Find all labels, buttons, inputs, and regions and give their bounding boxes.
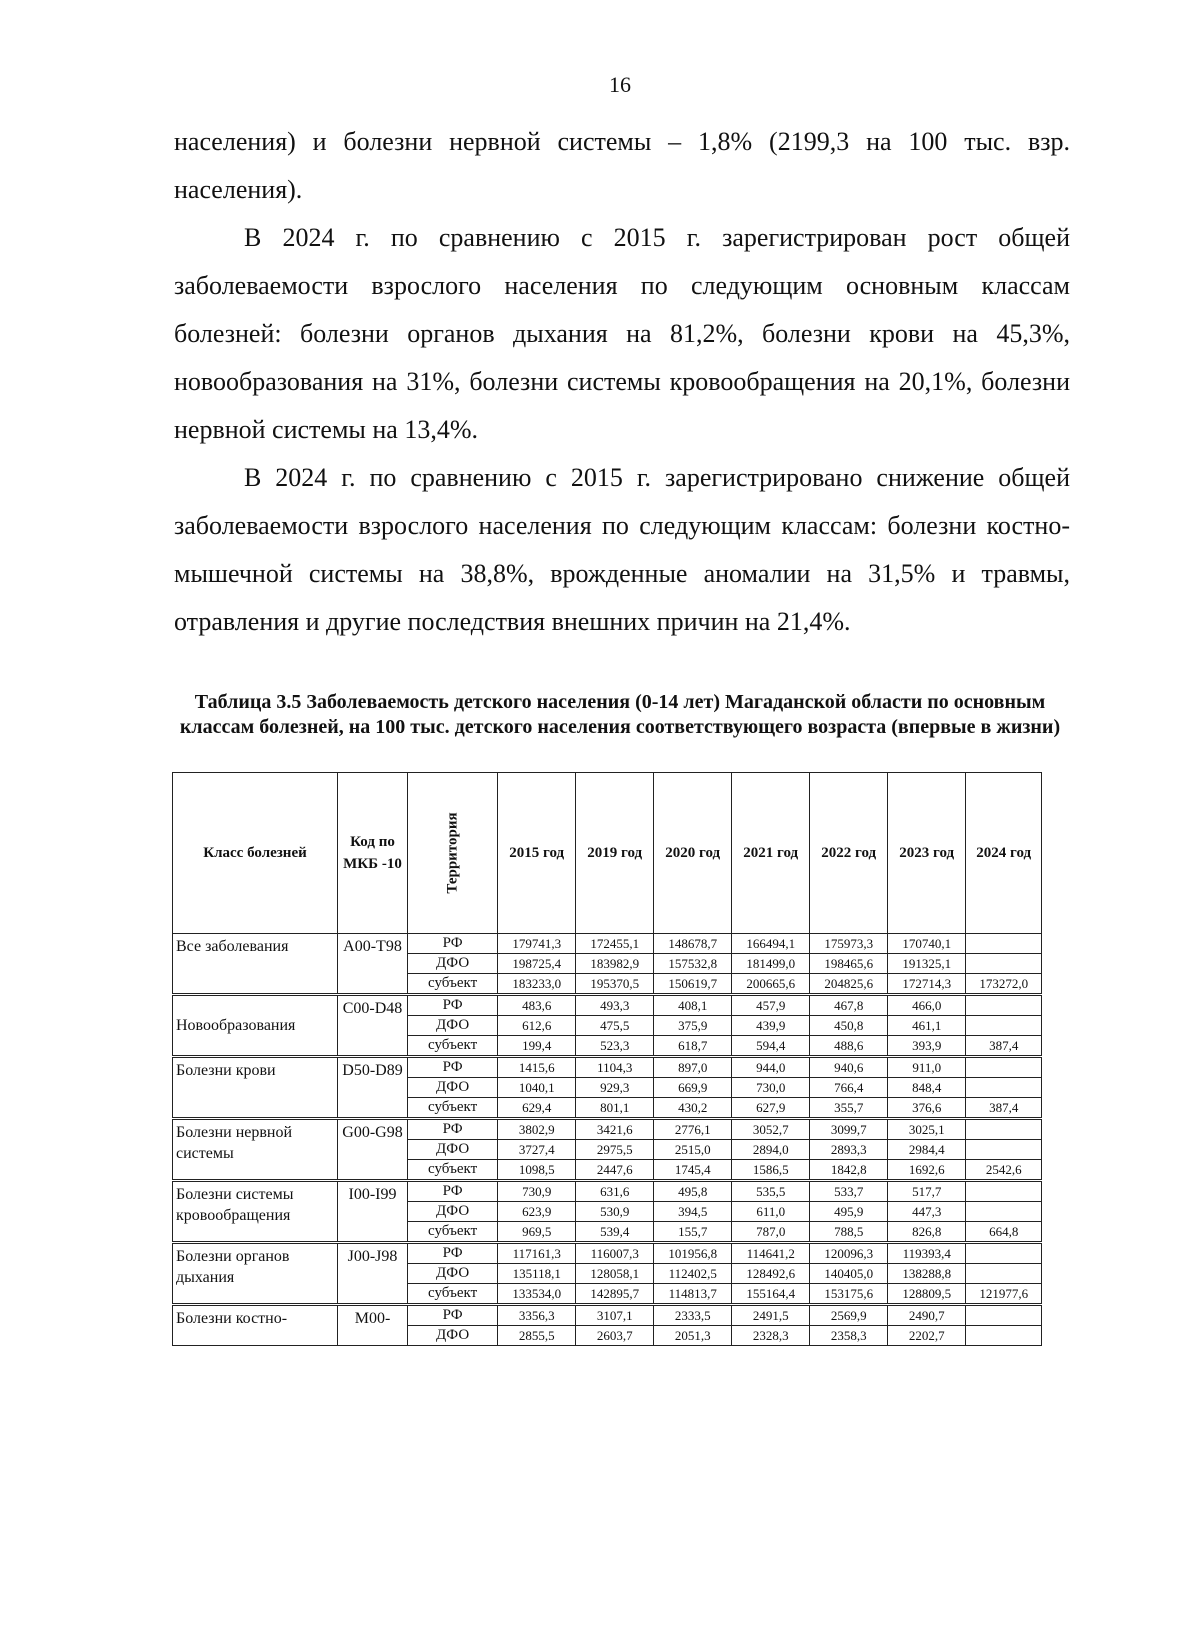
- table-row: [173, 1057, 1042, 1078]
- territory-cell: субъект: [408, 1098, 498, 1119]
- value-cell: 355,7: [810, 1098, 888, 1119]
- disease-class-cell: Болезни органов дыхания: [173, 1243, 338, 1305]
- territory-cell: субъект: [408, 974, 498, 995]
- territory-cell: ДФО: [408, 1016, 498, 1036]
- territory-cell: ДФО: [408, 954, 498, 974]
- value-cell: 669,9: [654, 1078, 732, 1098]
- paragraph: В 2024 г. по сравнению с 2015 г. зарегистрировано снижение общей заболеваемости взрослого населения по следующим классам: болезни костно-мышечной системы на 38,8%, врожденные аномалии на 31,5% и травмы, отравления и другие последствия внешних причин на 21,4%.: [174, 463, 1070, 636]
- value-cell: 631,6: [576, 1181, 654, 1202]
- disease-class-cell: Болезни крови: [173, 1057, 338, 1119]
- value-cell: 183233,0: [498, 974, 576, 995]
- value-cell: 2328,3: [732, 1326, 810, 1346]
- value-cell: 730,9: [498, 1181, 576, 1202]
- value-cell: 466,0: [888, 995, 966, 1016]
- territory-cell: РФ: [408, 1305, 498, 1326]
- value-cell: 969,5: [498, 1222, 576, 1243]
- value-cell: 198725,4: [498, 954, 576, 974]
- value-cell: 195370,5: [576, 974, 654, 995]
- header-year: 2015 год: [498, 773, 576, 934]
- value-cell: 128492,6: [732, 1264, 810, 1284]
- value-cell: 627,9: [732, 1098, 810, 1119]
- value-cell: 170740,1: [888, 934, 966, 954]
- value-cell: 447,3: [888, 1202, 966, 1222]
- value-cell: 2975,5: [576, 1140, 654, 1160]
- value-cell: 394,5: [654, 1202, 732, 1222]
- header-year: 2021 год: [732, 773, 810, 934]
- table-caption: Таблица 3.5 Заболеваемость детского населения (0-14 лет) Магаданской области по основным классам болезней, на 100 тыс. детского населения соответствующего возраста (впервые в жизни): [179, 691, 1061, 738]
- value-cell: 766,4: [810, 1078, 888, 1098]
- value-cell: 172455,1: [576, 934, 654, 954]
- value-cell: 119393,4: [888, 1243, 966, 1264]
- value-cell: 2893,3: [810, 1140, 888, 1160]
- value-cell: 787,0: [732, 1222, 810, 1243]
- value-cell: 1692,6: [888, 1160, 966, 1181]
- value-cell: 495,8: [654, 1181, 732, 1202]
- value-cell: 457,9: [732, 995, 810, 1016]
- header-year: 2020 год: [654, 773, 732, 934]
- value-cell: 138288,8: [888, 1264, 966, 1284]
- morbidity-table-wrapper: [172, 772, 1042, 1346]
- value-cell: 387,4: [966, 1036, 1042, 1057]
- value-cell: 150619,7: [654, 974, 732, 995]
- paragraph: населения) и болезни нервной системы – 1,8% (2199,3 на 100 тыс. взр. населения).: [174, 127, 1070, 204]
- value-cell: [966, 1202, 1042, 1222]
- value-cell: 2894,0: [732, 1140, 810, 1160]
- value-cell: 393,9: [888, 1036, 966, 1057]
- value-cell: 439,9: [732, 1016, 810, 1036]
- value-cell: 114813,7: [654, 1284, 732, 1305]
- value-cell: 523,3: [576, 1036, 654, 1057]
- value-cell: 117161,3: [498, 1243, 576, 1264]
- morbidity-table: [172, 772, 1042, 1346]
- territory-cell: РФ: [408, 1119, 498, 1140]
- value-cell: 2776,1: [654, 1119, 732, 1140]
- value-cell: 133534,0: [498, 1284, 576, 1305]
- value-cell: 3356,3: [498, 1305, 576, 1326]
- value-cell: 3802,9: [498, 1119, 576, 1140]
- value-cell: 664,8: [966, 1222, 1042, 1243]
- territory-cell: ДФО: [408, 1078, 498, 1098]
- territory-cell: субъект: [408, 1160, 498, 1181]
- value-cell: 495,9: [810, 1202, 888, 1222]
- value-cell: 200665,6: [732, 974, 810, 995]
- value-cell: 2358,3: [810, 1326, 888, 1346]
- value-cell: 2855,5: [498, 1326, 576, 1346]
- value-cell: 112402,5: [654, 1264, 732, 1284]
- header-year: 2022 год: [810, 773, 888, 934]
- territory-cell: РФ: [408, 934, 498, 954]
- value-cell: 3025,1: [888, 1119, 966, 1140]
- value-cell: 3421,6: [576, 1119, 654, 1140]
- value-cell: 166494,1: [732, 934, 810, 954]
- table-row: [173, 1119, 1042, 1140]
- value-cell: 116007,3: [576, 1243, 654, 1264]
- value-cell: 475,5: [576, 1016, 654, 1036]
- table-row: [173, 1305, 1042, 1326]
- value-cell: 157532,8: [654, 954, 732, 974]
- value-cell: 535,5: [732, 1181, 810, 1202]
- value-cell: 826,8: [888, 1222, 966, 1243]
- value-cell: 2569,9: [810, 1305, 888, 1326]
- value-cell: 730,0: [732, 1078, 810, 1098]
- value-cell: [966, 1016, 1042, 1036]
- value-cell: 623,9: [498, 1202, 576, 1222]
- value-cell: [966, 1181, 1042, 1202]
- icd-code-cell: D50-D89: [338, 1057, 408, 1119]
- disease-class-cell: Новообразования: [173, 995, 338, 1057]
- value-cell: 1586,5: [732, 1160, 810, 1181]
- icd-code-cell: J00-J98: [338, 1243, 408, 1305]
- value-cell: 183982,9: [576, 954, 654, 974]
- territory-cell: субъект: [408, 1036, 498, 1057]
- value-cell: [966, 1119, 1042, 1140]
- territory-cell: РФ: [408, 1057, 498, 1078]
- icd-code-cell: A00-T98: [338, 934, 408, 995]
- paragraph: В 2024 г. по сравнению с 2015 г. зарегистрирован рост общей заболеваемости взрослого населения по следующим основным классам болезней: болезни органов дыхания на 81,2%, болезни крови на 45,3%, новообразования на 31%, болезни системы кровообращения на 20,1%, болезни нервной системы на 13,4%.: [174, 223, 1070, 444]
- header-class: Класс болезней: [173, 773, 338, 934]
- territory-cell: РФ: [408, 1181, 498, 1202]
- value-cell: [966, 934, 1042, 954]
- value-cell: 376,6: [888, 1098, 966, 1119]
- value-cell: 408,1: [654, 995, 732, 1016]
- icd-code-cell: C00-D48: [338, 995, 408, 1057]
- value-cell: 2491,5: [732, 1305, 810, 1326]
- value-cell: 142895,7: [576, 1284, 654, 1305]
- value-cell: 2202,7: [888, 1326, 966, 1346]
- value-cell: 801,1: [576, 1098, 654, 1119]
- value-cell: [966, 1078, 1042, 1098]
- value-cell: 911,0: [888, 1057, 966, 1078]
- value-cell: [966, 1057, 1042, 1078]
- value-cell: 940,6: [810, 1057, 888, 1078]
- value-cell: 155164,4: [732, 1284, 810, 1305]
- page-number: 16: [609, 72, 631, 97]
- value-cell: 3107,1: [576, 1305, 654, 1326]
- value-cell: 128809,5: [888, 1284, 966, 1305]
- value-cell: 944,0: [732, 1057, 810, 1078]
- value-cell: 101956,8: [654, 1243, 732, 1264]
- value-cell: 594,4: [732, 1036, 810, 1057]
- value-cell: [966, 995, 1042, 1016]
- icd-code-cell: G00-G98: [338, 1119, 408, 1181]
- value-cell: 612,6: [498, 1016, 576, 1036]
- value-cell: 929,3: [576, 1078, 654, 1098]
- value-cell: 172714,3: [888, 974, 966, 995]
- value-cell: 611,0: [732, 1202, 810, 1222]
- value-cell: 629,4: [498, 1098, 576, 1119]
- value-cell: 2490,7: [888, 1305, 966, 1326]
- value-cell: 199,4: [498, 1036, 576, 1057]
- header-territory: [408, 773, 498, 934]
- value-cell: 1040,1: [498, 1078, 576, 1098]
- table-row: [173, 995, 1042, 1016]
- value-cell: 173272,0: [966, 974, 1042, 995]
- value-cell: 140405,0: [810, 1264, 888, 1284]
- disease-class-cell: Болезни нервной системы: [173, 1119, 338, 1181]
- value-cell: 517,7: [888, 1181, 966, 1202]
- value-cell: [966, 1326, 1042, 1346]
- value-cell: 3099,7: [810, 1119, 888, 1140]
- value-cell: 788,5: [810, 1222, 888, 1243]
- value-cell: 488,6: [810, 1036, 888, 1057]
- icd-code-cell: M00-: [338, 1305, 408, 1346]
- table-body: [173, 934, 1042, 1346]
- value-cell: 467,8: [810, 995, 888, 1016]
- value-cell: 2051,3: [654, 1326, 732, 1346]
- territory-cell: субъект: [408, 1284, 498, 1305]
- value-cell: 2542,6: [966, 1160, 1042, 1181]
- value-cell: 3052,7: [732, 1119, 810, 1140]
- header-year: 2019 год: [576, 773, 654, 934]
- icd-code-cell: I00-I99: [338, 1181, 408, 1243]
- table-header-row: [173, 773, 1042, 934]
- value-cell: 148678,7: [654, 934, 732, 954]
- value-cell: 533,7: [810, 1181, 888, 1202]
- value-cell: 2984,4: [888, 1140, 966, 1160]
- territory-cell: РФ: [408, 1243, 498, 1264]
- value-cell: 155,7: [654, 1222, 732, 1243]
- value-cell: 1415,6: [498, 1057, 576, 1078]
- value-cell: 204825,6: [810, 974, 888, 995]
- header-year: 2023 год: [888, 773, 966, 934]
- value-cell: [966, 1264, 1042, 1284]
- value-cell: 897,0: [654, 1057, 732, 1078]
- value-cell: 430,2: [654, 1098, 732, 1119]
- value-cell: 493,3: [576, 995, 654, 1016]
- value-cell: 387,4: [966, 1098, 1042, 1119]
- value-cell: 2333,5: [654, 1305, 732, 1326]
- value-cell: 135118,1: [498, 1264, 576, 1284]
- value-cell: 1098,5: [498, 1160, 576, 1181]
- value-cell: 191325,1: [888, 954, 966, 974]
- value-cell: 153175,6: [810, 1284, 888, 1305]
- table-row: [173, 1181, 1042, 1202]
- territory-cell: РФ: [408, 995, 498, 1016]
- header-code: Код по МКБ -10: [338, 773, 408, 934]
- body-text: [174, 118, 1070, 646]
- disease-class-cell: Болезни костно-: [173, 1305, 338, 1346]
- value-cell: 539,4: [576, 1222, 654, 1243]
- territory-cell: ДФО: [408, 1264, 498, 1284]
- value-cell: [966, 954, 1042, 974]
- value-cell: 2515,0: [654, 1140, 732, 1160]
- disease-class-cell: Болезни системы кровообращения: [173, 1181, 338, 1243]
- territory-cell: ДФО: [408, 1140, 498, 1160]
- value-cell: 198465,6: [810, 954, 888, 974]
- territory-cell: субъект: [408, 1222, 498, 1243]
- territory-cell: ДФО: [408, 1326, 498, 1346]
- value-cell: 1745,4: [654, 1160, 732, 1181]
- table-row: [173, 934, 1042, 954]
- disease-class-cell: Все заболевания: [173, 934, 338, 995]
- header-territory-label: Территория: [444, 812, 461, 894]
- header-year: 2024 год: [966, 773, 1042, 934]
- value-cell: 3727,4: [498, 1140, 576, 1160]
- value-cell: 483,6: [498, 995, 576, 1016]
- value-cell: 2603,7: [576, 1326, 654, 1346]
- value-cell: 128058,1: [576, 1264, 654, 1284]
- value-cell: [966, 1243, 1042, 1264]
- value-cell: 121977,6: [966, 1284, 1042, 1305]
- value-cell: 179741,3: [498, 934, 576, 954]
- value-cell: [966, 1305, 1042, 1326]
- value-cell: [966, 1140, 1042, 1160]
- value-cell: 2447,6: [576, 1160, 654, 1181]
- value-cell: 181499,0: [732, 954, 810, 974]
- value-cell: 1104,3: [576, 1057, 654, 1078]
- territory-cell: ДФО: [408, 1202, 498, 1222]
- value-cell: 848,4: [888, 1078, 966, 1098]
- value-cell: 618,7: [654, 1036, 732, 1057]
- value-cell: 530,9: [576, 1202, 654, 1222]
- value-cell: 114641,2: [732, 1243, 810, 1264]
- value-cell: 375,9: [654, 1016, 732, 1036]
- value-cell: 120096,3: [810, 1243, 888, 1264]
- value-cell: 450,8: [810, 1016, 888, 1036]
- value-cell: 175973,3: [810, 934, 888, 954]
- table-row: [173, 1243, 1042, 1264]
- value-cell: 1842,8: [810, 1160, 888, 1181]
- value-cell: 461,1: [888, 1016, 966, 1036]
